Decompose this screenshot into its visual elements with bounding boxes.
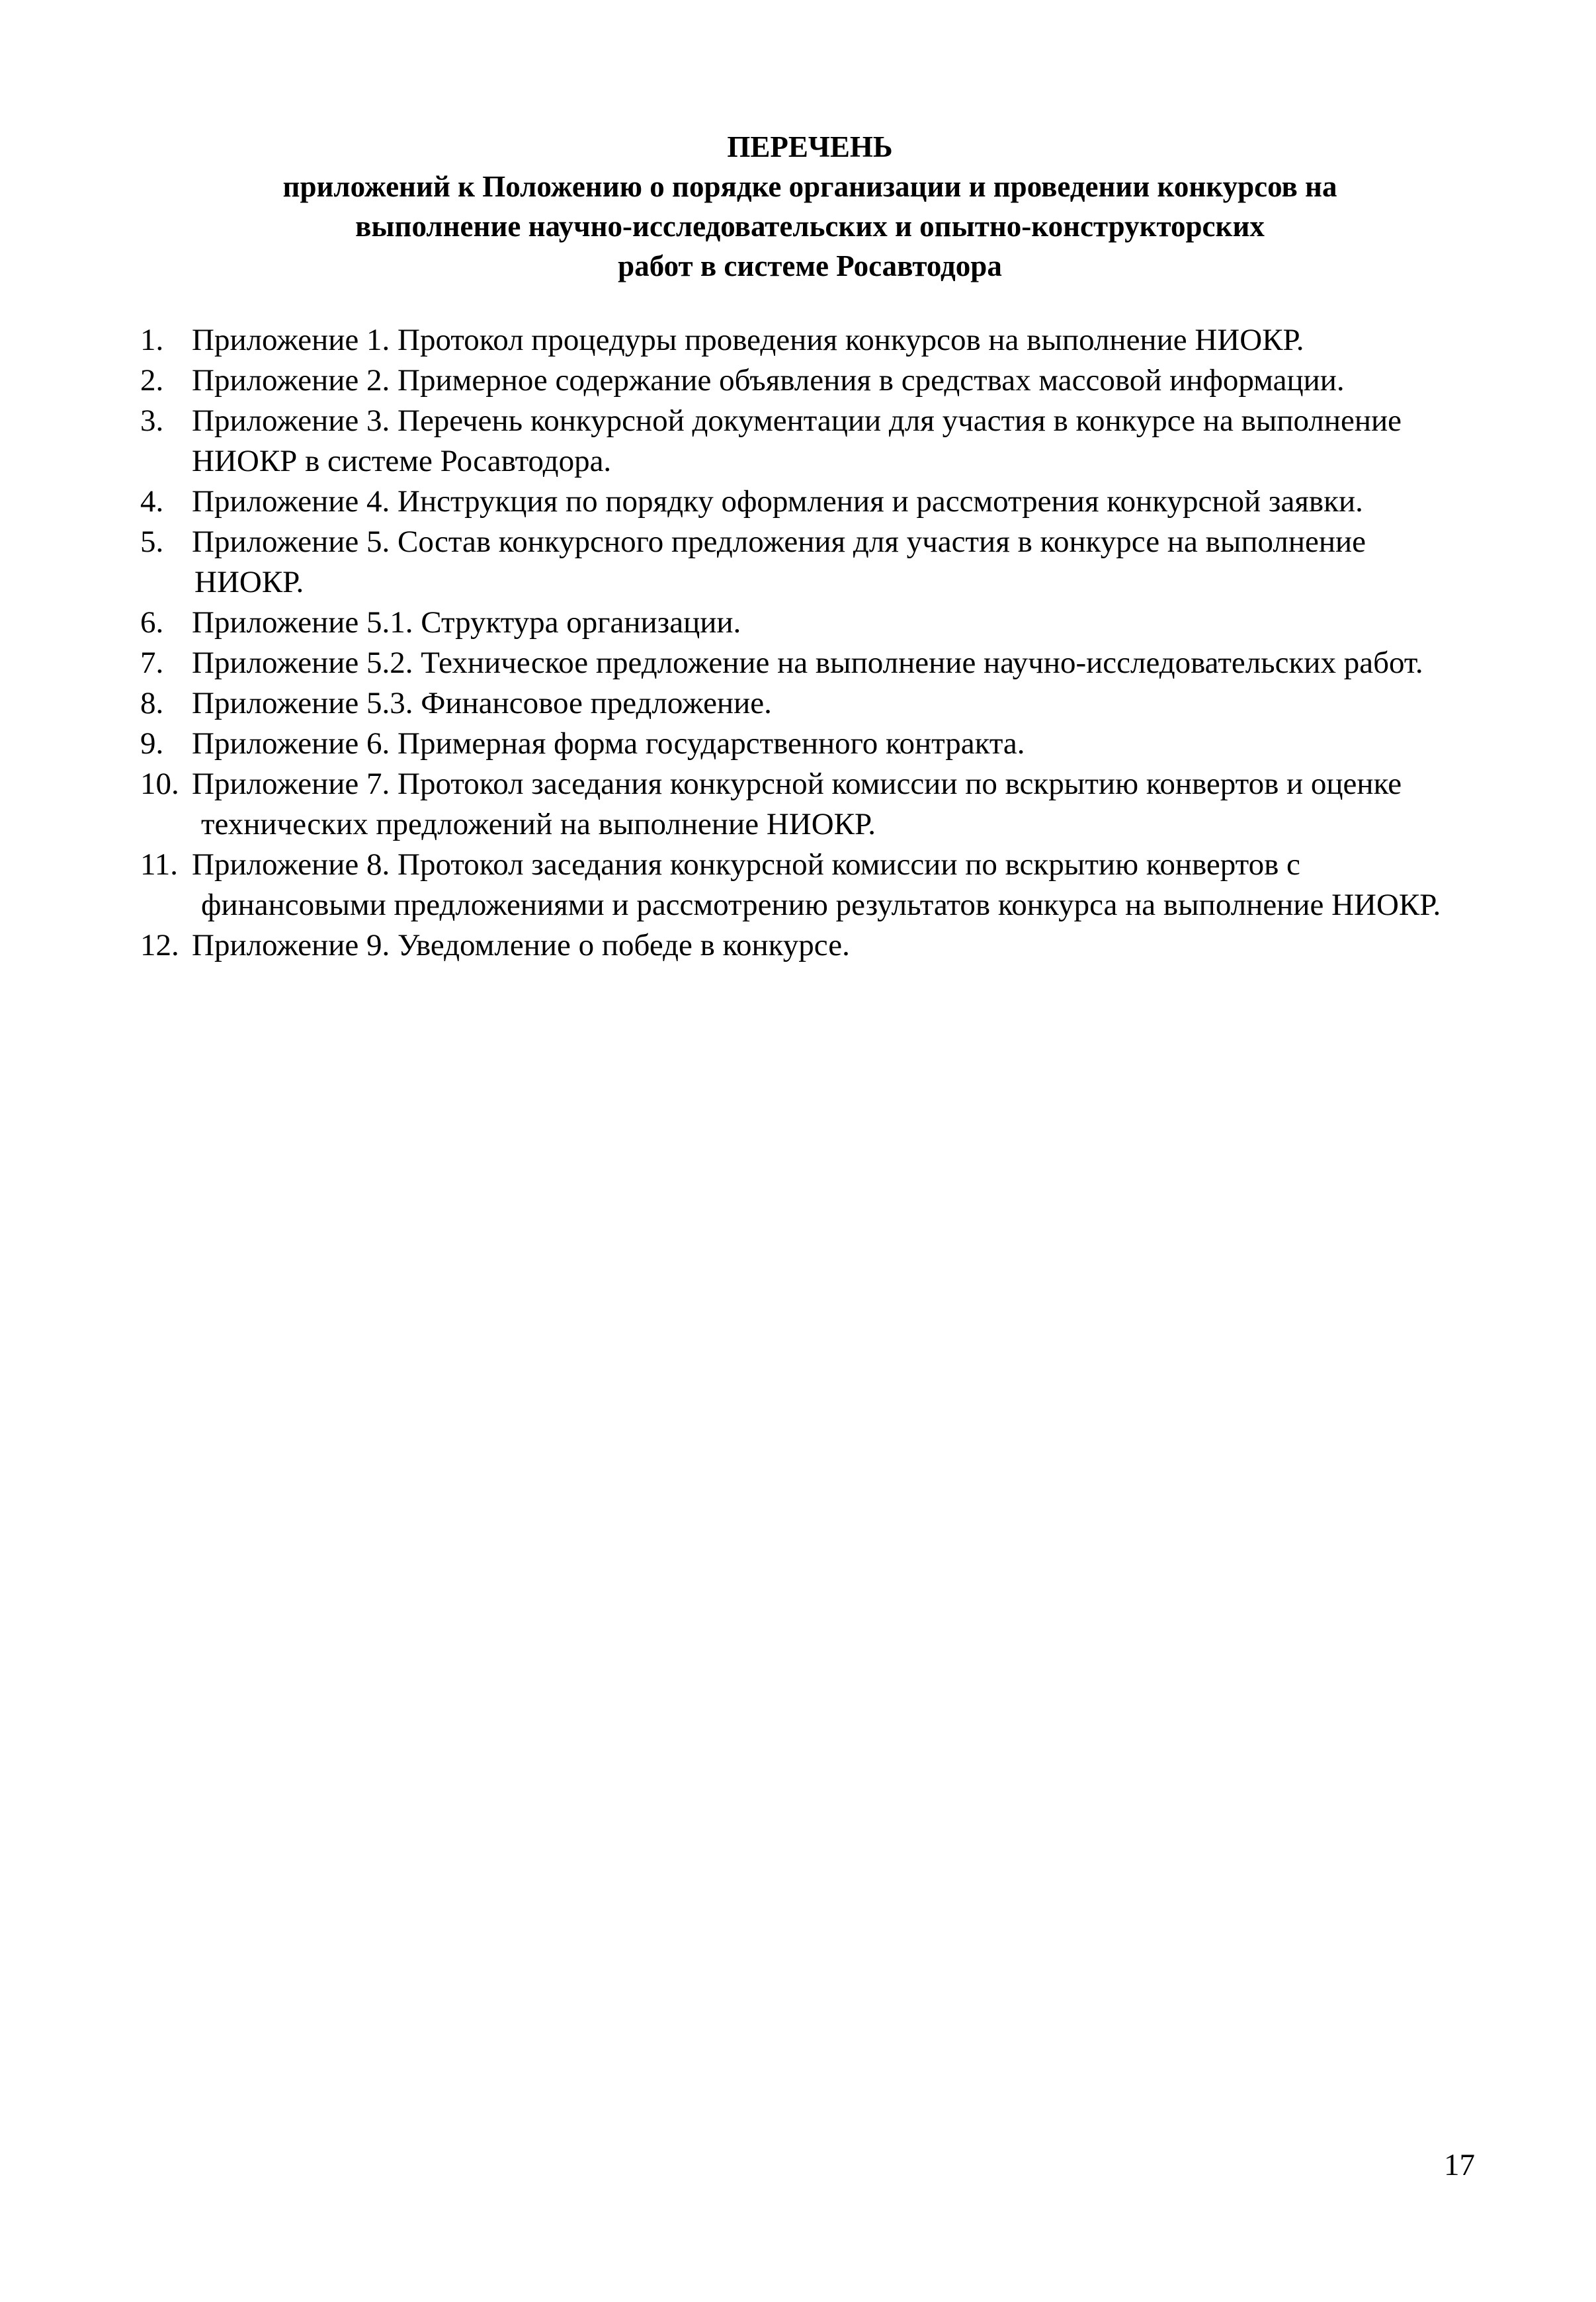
heading-title: ПЕРЕЧЕНЬ <box>727 130 893 163</box>
list-item-number: 7. <box>140 646 164 680</box>
list-item-text: Приложение 5.2. Техническое предложение на выполнение научно-исследовательских работ. <box>192 646 1423 680</box>
list-item-number: 8. <box>140 686 164 720</box>
list-item-text: Приложение 5. Состав конкурсного предложения для участия в конкурсе на выполнение <box>192 525 1366 559</box>
list-item <box>140 845 1441 925</box>
heading-subtitle-line: выполнение научно-исследовательских и опытно-конструкторских <box>355 210 1265 243</box>
list-item-number: 12. <box>140 928 179 962</box>
list-item <box>140 320 1441 361</box>
list-item-text: Приложение 3. Перечень конкурсной документации для участия в конкурсе на выполнение <box>192 404 1402 438</box>
list-item-text: Приложение 2. Примерное содержание объявления в средствах массовой информации. <box>192 363 1345 398</box>
list-item <box>140 603 1441 643</box>
list-item-number: 6. <box>140 605 164 640</box>
list-item <box>140 643 1441 683</box>
document-heading <box>0 127 1596 286</box>
list-item-number: 1. <box>140 323 164 357</box>
list-item-number: 10. <box>140 767 179 801</box>
appendix-list <box>140 320 1441 966</box>
list-item-number: 9. <box>140 726 164 761</box>
list-item-text: Приложение 4. Инструкция по порядку оформления и рассмотрения конкурсной заявки. <box>192 484 1363 519</box>
list-item-text: Приложение 9. Уведомление о победе в конкурсе. <box>192 928 850 962</box>
list-item <box>140 361 1441 401</box>
list-item-text: Приложение 6. Примерная форма государственного контракта. <box>192 726 1025 761</box>
list-item <box>140 522 1441 603</box>
heading-subtitle-line: работ в системе Росавтодора <box>618 249 1002 282</box>
list-item-number: 4. <box>140 484 164 519</box>
list-item-text-continuation: финансовыми предложениями и рассмотрению результатов конкурса на выполнение НИОКР. <box>201 888 1441 922</box>
list-item <box>140 482 1441 522</box>
list-item-text: Приложение 7. Протокол заседания конкурсной комиссии по вскрытию конвертов и оценке <box>192 767 1402 801</box>
list-item-text-continuation: НИОКР. <box>194 565 304 599</box>
list-item-text-continuation: технических предложений на выполнение НИОКР. <box>201 807 876 841</box>
list-item-text-continuation: НИОКР в системе Росавтодора. <box>192 444 612 478</box>
list-item-text: Приложение 5.1. Структура организации. <box>192 605 741 640</box>
page-number: 17 <box>1444 2148 1475 2182</box>
list-item <box>140 683 1441 724</box>
list-item <box>140 724 1441 764</box>
list-item-number: 5. <box>140 525 164 559</box>
list-item-number: 3. <box>140 404 164 438</box>
list-item-number: 11. <box>140 847 179 882</box>
list-item-text: Приложение 8. Протокол заседания конкурсной комиссии по вскрытию конвертов с <box>192 847 1300 882</box>
list-item <box>140 764 1441 845</box>
list-item-text: Приложение 5.3. Финансовое предложение. <box>192 686 772 720</box>
list-item <box>140 401 1441 482</box>
list-item <box>140 925 1441 966</box>
list-item-number: 2. <box>140 363 164 398</box>
list-item-text: Приложение 1. Протокол процедуры проведения конкурсов на выполнение НИОКР. <box>192 323 1304 357</box>
heading-subtitle-line: приложений к Положению о порядке организации и проведении конкурсов на <box>282 170 1337 203</box>
